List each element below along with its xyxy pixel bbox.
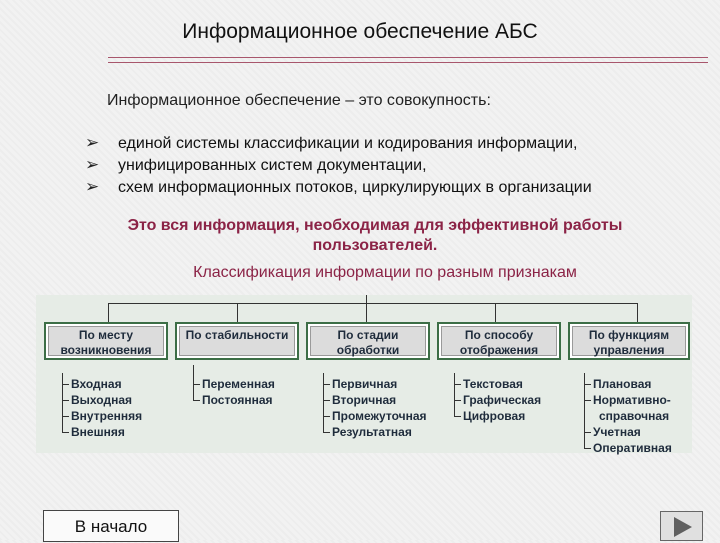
category-item: Нормативно- xyxy=(593,393,671,407)
start-button[interactable]: В начало xyxy=(43,510,179,542)
branch-tick xyxy=(454,384,461,385)
category-item: Выходная xyxy=(71,393,133,407)
bullet-item xyxy=(85,155,427,175)
category-item: Результатная xyxy=(332,425,412,439)
connector-drop xyxy=(495,303,496,322)
category-item-list xyxy=(593,376,672,456)
category-item: Внешняя xyxy=(71,425,125,439)
category-item: Вторичная xyxy=(332,393,397,407)
bullet-text: единой системы классификации и кодирования информации, xyxy=(118,135,578,152)
category-label: По способу xyxy=(464,328,534,342)
branch-vertical xyxy=(193,365,194,401)
category-item: Графическая xyxy=(463,393,542,407)
category-item: Первичная xyxy=(332,377,398,391)
category-label: По функциям xyxy=(588,328,670,342)
highlight-line: Это вся информация, необходимая для эффективной работы xyxy=(127,217,623,234)
branch-tick xyxy=(454,416,461,417)
branch-tick xyxy=(584,448,591,449)
category-label: По стадии xyxy=(337,328,399,342)
category-label: обработки xyxy=(336,343,400,357)
category-label: По стабильности xyxy=(185,328,289,342)
category-item: Учетная xyxy=(593,425,641,439)
branch-vertical xyxy=(454,373,455,417)
category-item-list xyxy=(71,376,142,440)
category-item-list xyxy=(463,376,541,424)
category-item: Промежуточная xyxy=(332,409,427,423)
arrow-bullet-icon: ➢ xyxy=(85,133,100,152)
arrow-bullet-icon: ➢ xyxy=(85,177,100,196)
branch-tick xyxy=(193,400,200,401)
category-item: справочная xyxy=(599,409,670,423)
definition-lead: Информационное обеспечение – это совокупность: xyxy=(107,92,491,109)
bullet-item xyxy=(85,133,577,153)
branch-tick xyxy=(193,384,200,385)
play-triangle-icon xyxy=(674,517,692,537)
branch-tick xyxy=(584,432,591,433)
branch-tick xyxy=(323,416,330,417)
connector-drop xyxy=(637,303,638,322)
category-item: Текстовая xyxy=(463,377,523,391)
category-box xyxy=(568,322,690,360)
category-label: отображения xyxy=(459,343,539,357)
branch-tick xyxy=(323,400,330,401)
connector-drop xyxy=(366,295,367,322)
highlight-line: пользователей. xyxy=(312,237,438,254)
bullet-item xyxy=(85,177,592,197)
category-item: Внутренняя xyxy=(71,409,143,423)
bullet-text: унифицированных систем документации, xyxy=(118,157,427,174)
slide-title: Информационное обеспечение АБС xyxy=(182,20,538,43)
category-item: Плановая xyxy=(593,377,652,391)
title-divider-top xyxy=(108,57,708,58)
branch-vertical xyxy=(323,373,324,433)
category-label: возникновения xyxy=(60,343,152,357)
connector-top-horizontal xyxy=(108,303,638,304)
category-item: Переменная xyxy=(202,377,275,391)
category-box xyxy=(437,322,561,360)
category-item: Входная xyxy=(71,377,122,391)
next-slide-button[interactable] xyxy=(660,511,703,541)
category-box xyxy=(44,322,168,360)
category-label: управления xyxy=(593,343,665,357)
category-box xyxy=(175,322,299,360)
category-box xyxy=(306,322,430,360)
bullet-text: схем информационных потоков, циркулирующих в организации xyxy=(118,179,592,196)
category-item: Цифровая xyxy=(463,409,526,423)
branch-tick xyxy=(584,384,591,385)
connector-drop xyxy=(108,303,109,322)
category-item: Постоянная xyxy=(202,393,273,407)
highlight-statement xyxy=(70,216,680,256)
connector-drop xyxy=(237,303,238,322)
arrow-bullet-icon: ➢ xyxy=(85,155,100,174)
branch-tick xyxy=(62,432,69,433)
branch-tick xyxy=(62,400,69,401)
branch-tick xyxy=(584,400,591,401)
branch-tick xyxy=(62,416,69,417)
title-divider-bottom xyxy=(108,62,708,63)
branch-vertical xyxy=(62,373,63,433)
branch-tick xyxy=(323,432,330,433)
category-label: По месту xyxy=(78,328,134,342)
branch-tick xyxy=(323,384,330,385)
category-item-list xyxy=(332,376,427,440)
category-item: Оперативная xyxy=(593,441,672,455)
classification-subtitle: Классификация информации по разным признакам xyxy=(193,264,577,281)
branch-tick xyxy=(62,384,69,385)
branch-tick xyxy=(454,400,461,401)
classification-diagram xyxy=(36,295,692,453)
category-item-list xyxy=(202,376,275,408)
